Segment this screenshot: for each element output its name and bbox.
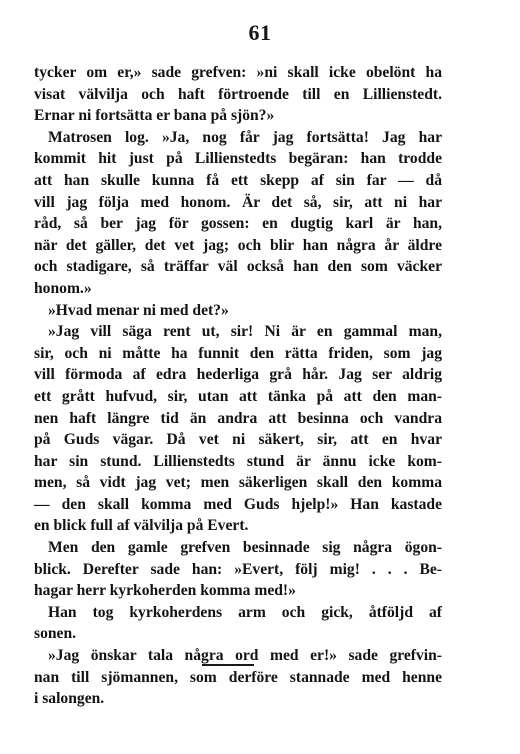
- text-line: Men den gamle grefven besinnade sig några ögon-: [48, 539, 442, 557]
- text-line: sonen.: [34, 625, 77, 643]
- text-line: vill jag följa med honom. Är det så, sir, att ni har: [34, 193, 442, 211]
- text-line: på Guds vägar. Då vet ni säkert, sir, att en hvar: [34, 431, 442, 449]
- text-line: och stadigare, så träffar väl också han den som väcker: [34, 258, 442, 276]
- paragraph: [34, 645, 442, 710]
- paragraph: [34, 537, 442, 602]
- text-line: en blick full af välvilja på Evert.: [34, 517, 249, 535]
- paragraph: [34, 321, 442, 537]
- text-line: honom.»: [34, 279, 92, 297]
- text-line: — den skall komma med Guds hjelp!» Han kastade: [34, 495, 442, 513]
- text-line: blick. Derefter sade han: »Evert, följ mig! . . . Be-: [34, 560, 442, 578]
- text-line: tycker om er,» sade grefven: »ni skall icke obelönt ha: [34, 64, 442, 81]
- paragraph: [34, 602, 442, 645]
- text-line: ett grått hufvud, sir, utan att tänka på att den man-: [34, 387, 442, 405]
- text-line: »Jag önskar tala några ord med er!» sade grefvin-: [48, 647, 442, 665]
- text-line: hagar herr kyrkoherden komma med!»: [34, 582, 296, 600]
- body-text: [34, 62, 442, 710]
- text-line: sir, och ni måtte ha funnit den rätta friden, som jag: [34, 344, 442, 362]
- paragraph: [34, 127, 442, 300]
- text-line: »Jag vill säga rent ut, sir! Ni är en gammal man,: [48, 323, 442, 341]
- text-line: råd, så ber jag för gossen: en dugtig karl är han,: [34, 215, 442, 233]
- text-line: när det gäller, det vet jag; och blir han några år äldre: [34, 236, 442, 254]
- text-line: har sin stund. Lillienstedts stund är ännu icke kom-: [34, 452, 442, 470]
- page-number: 61: [248, 20, 272, 45]
- text-line: nen haft längre tid än andra att besinna och vandra: [34, 409, 442, 427]
- paragraph: [34, 300, 442, 322]
- text-line: Matrosen log. »Ja, nog får jag fortsätta! Jag har: [48, 128, 442, 146]
- paragraph: [34, 62, 442, 127]
- text-line: i salongen.: [34, 690, 105, 708]
- text-line: vill förmoda af edra hederliga grå hår. Jag ser aldrig: [34, 366, 442, 384]
- text-line: Ernar ni fortsätta er bana på sjön?»: [34, 107, 275, 125]
- text-line: visat välvilja och haft förtroende till en Lillienstedt.: [34, 85, 442, 103]
- text-line: men, så vidt jag vet; men säkerligen skall den komma: [34, 474, 442, 492]
- text-line: kommit hit just på Lillienstedts begäran: han trodde: [34, 150, 442, 168]
- text-line: Han tog kyrkoherdens arm och gick, åtföljd af: [48, 603, 442, 621]
- text-line: »Hvad menar ni med det?»: [48, 301, 229, 319]
- end-rule: [202, 664, 254, 666]
- text-line: nan till sjömannen, som derföre stannade med henne: [34, 668, 442, 686]
- text-line: att han skulle kunna få ett skepp af sin far — då: [34, 171, 442, 189]
